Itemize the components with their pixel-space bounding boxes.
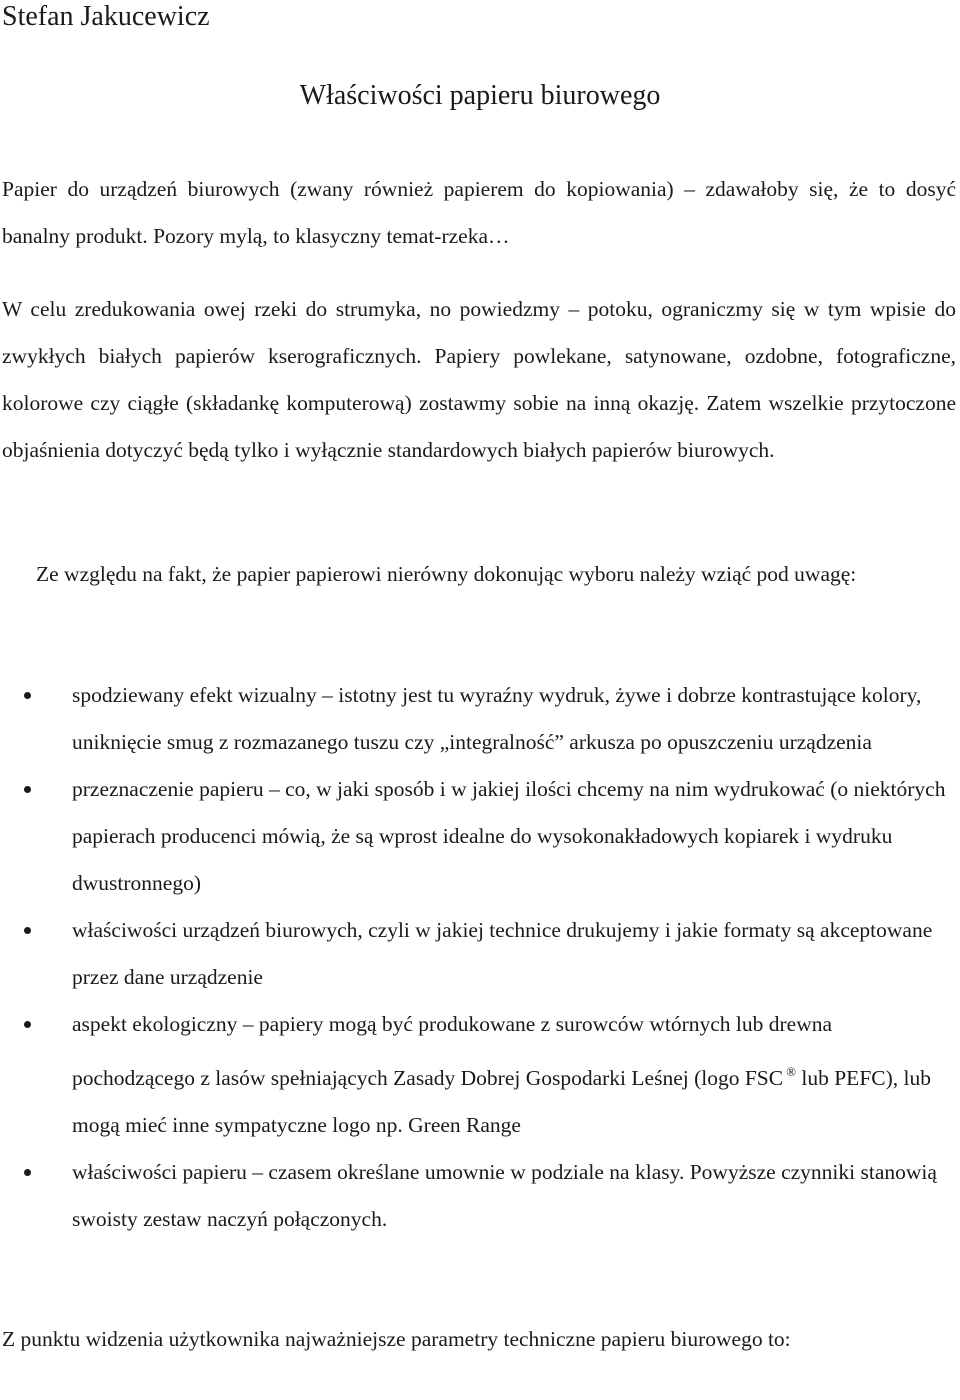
list-item: [0, 1001, 956, 1149]
bullet-icon: [24, 786, 31, 793]
list-item-text: przeznaczenie papieru – co, w jaki sposób i w jakiej ilości chcemy na nim wydrukować (o niektórych papierach producenci mówią, że są wprost idealne do wysokonakładowych kopiarek i wydruku dwustronnego): [72, 777, 946, 895]
bullet-icon: [24, 1169, 31, 1176]
paragraph-intro: Papier do urządzeń biurowych (zwany również papierem do kopiowania) – zdawałoby się, że to dosyć banalny produkt. Pozory mylą, to klasyczny temat-rzeka…: [2, 177, 956, 248]
factors-list: [0, 672, 956, 1243]
list-item-text: właściwości urządzeń biurowych, czyli w jakiej technice drukujemy i jakie formaty są akceptowane przez dane urządzenie: [72, 918, 933, 989]
list-item: [0, 672, 956, 766]
list-item: [0, 766, 956, 907]
list-item: [0, 907, 956, 1001]
list-item-text-start: aspekt ekologiczny – papiery mogą być produkowane z surowców wtórnych lub drewna pochodzącego z lasów spełniających Zasady Dobrej Gospodarki Leśnej (logo FSC: [72, 1012, 833, 1090]
author-name: Stefan Jakucewicz: [2, 1, 210, 32]
paragraph-factors: Ze względu na fakt, że papier papierowi nierówny dokonując wyboru należy wziąć pod uwagę:: [36, 562, 857, 586]
list-item-text: właściwości papieru – czasem określane umownie w podziale na klasy. Powyższe czynniki stanowią swoisty zestaw naczyń połączonych.: [72, 1160, 937, 1231]
bullet-icon: [24, 927, 31, 934]
list-item-text: spodziewany efekt wizualny – istotny jest tu wyraźny wydruk, żywe i dobrze kontrastujące kolory, uniknięcie smug z rozmazanego tuszu czy „integralność” arkusza po opuszczeniu urządzenia: [72, 683, 922, 754]
list-item-text-end: lub PEFC), lub mogą mieć inne sympatyczne logo np. Green Range: [72, 1066, 931, 1137]
bullet-icon: [24, 692, 31, 699]
list-item: [0, 1149, 956, 1243]
registered-mark: ®: [786, 1064, 796, 1079]
document-title: Właściwości papieru biurowego: [299, 80, 661, 111]
paragraph-scope: W celu zredukowania owej rzeki do strumyka, no powiedzmy – potoku, ograniczmy się w tym wpisie do zwykłych białych papierów kserograficznych. Papiery powlekane, satynowane, ozdobne, fotograficzne, kolorowe czy ciągłe (składankę komputerową) zostawmy sobie na inną okazję. Zatem wszelkie przytoczone objaśnienia dotyczyć będą tylko i wyłącznie standardowych białych papierów biurowych.: [2, 297, 956, 462]
bullet-icon: [24, 1021, 31, 1028]
paragraph-parameters: Z punktu widzenia użytkownika najważniejsze parametry techniczne papieru biurowego to:: [2, 1327, 791, 1351]
